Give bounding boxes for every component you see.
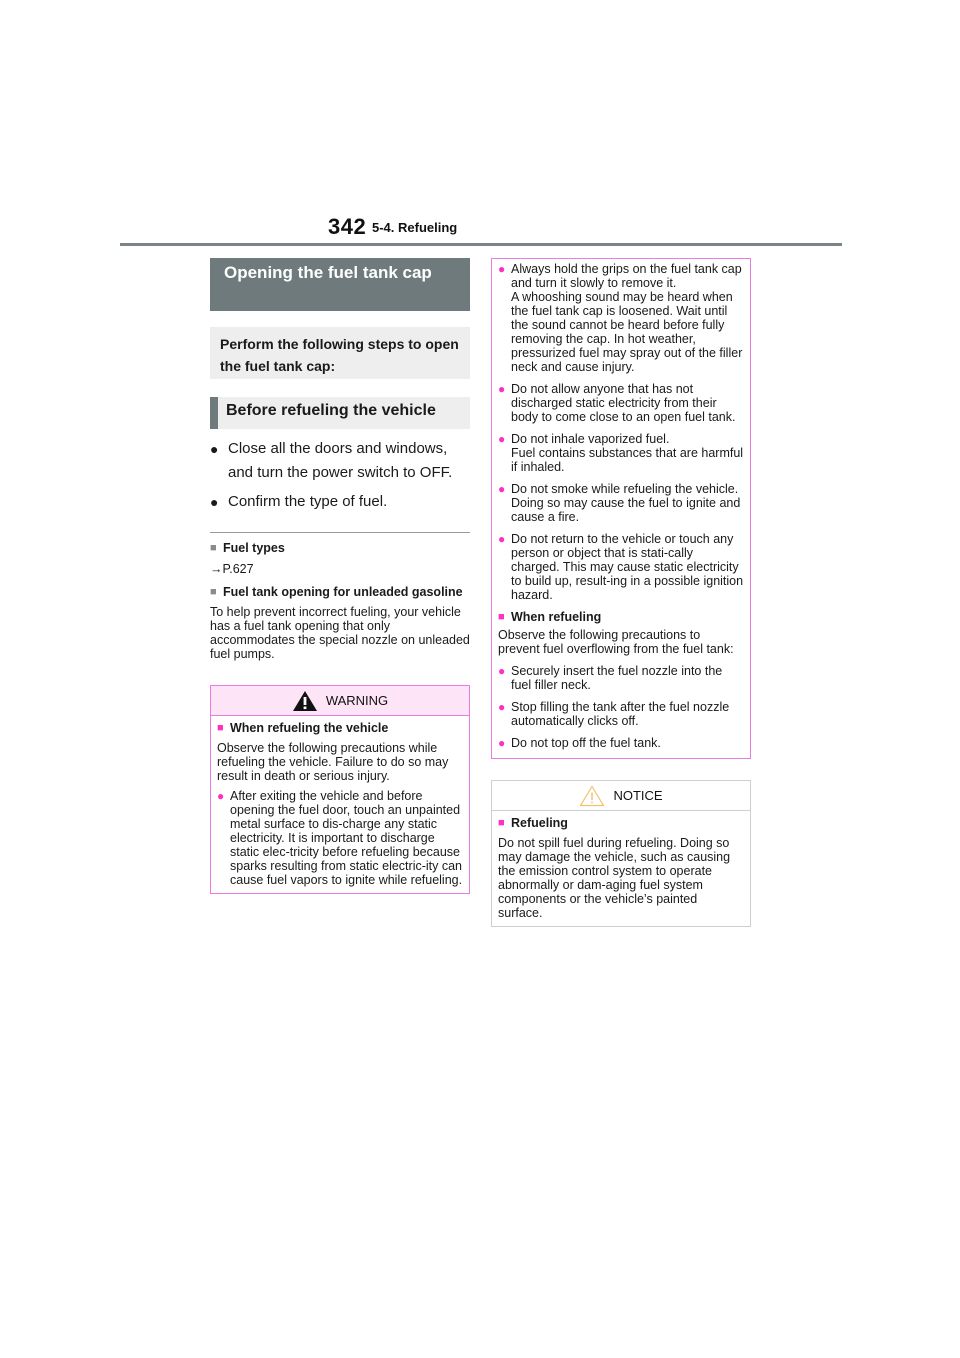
bullet-dot-icon: ● bbox=[498, 432, 506, 446]
square-bullet-icon: ■ bbox=[498, 817, 505, 829]
warning-label: WARNING bbox=[325, 693, 389, 708]
left-column bbox=[210, 258, 470, 894]
square-bullet-icon: ■ bbox=[210, 586, 217, 598]
fuel-types-reference[interactable]: →P.627 bbox=[210, 562, 254, 576]
notice-body bbox=[492, 811, 750, 926]
square-bullet-icon: ■ bbox=[217, 722, 224, 734]
caution-triangle-icon bbox=[579, 785, 605, 807]
refueling-item: ● Do not top off the fuel tank. bbox=[498, 736, 661, 750]
step-item bbox=[210, 437, 470, 485]
warning-item: ● After exiting the vehicle and before opening the fuel door, touch an unpainted metal surface to dis-charge any static electricity. It is important to discharge static elec-tricity before refueling because sparks resulting from static electric-ity can cause fuel vapors to ignite while refueling. bbox=[217, 789, 463, 887]
warning-subhead: ■ When refueling the vehicle bbox=[217, 721, 389, 735]
when-refueling-heading: ■ When refueling bbox=[498, 610, 602, 624]
fuel-types-heading: ■ Fuel types bbox=[210, 541, 285, 555]
section-label: 5-4. Refueling bbox=[372, 220, 458, 235]
bullet-dot-icon: ● bbox=[498, 700, 506, 714]
bullet-dot-icon: ● bbox=[217, 789, 225, 803]
notice-text: Do not spill fuel during refueling. Doing so may damage the vehicle, such as causing the emission control system to operate abnormally or dam-aging fuel system components or the vehicle’s painted surface. bbox=[498, 836, 731, 920]
divider bbox=[210, 532, 470, 533]
step-item bbox=[210, 490, 470, 514]
refueling-item: ● Stop filling the tank after the fuel nozzle automatically clicks off. bbox=[498, 700, 730, 728]
bullet-dot-icon: ● bbox=[498, 532, 506, 546]
bullet-dot-icon: ● bbox=[210, 494, 219, 510]
notice-label: NOTICE bbox=[613, 788, 663, 803]
warning-item: ● Do not return to the vehicle or touch any person or object that is stati-cally charged. This may cause static electricity to build up, result-ing in a possible ignition hazard. bbox=[498, 532, 744, 602]
warning-item: ● Do not allow anyone that has not discharged static electricity from their body to come close to an open fuel tank. bbox=[498, 382, 736, 424]
warning-body bbox=[211, 716, 469, 893]
bullet-dot-icon: ● bbox=[498, 482, 506, 496]
notice-box bbox=[491, 780, 751, 927]
header-rule bbox=[120, 243, 842, 246]
opening-heading: ■ Fuel tank opening for unleaded gasoline bbox=[210, 585, 463, 599]
bullet-dot-icon: ● bbox=[498, 262, 506, 276]
refueling-item: ● Securely insert the fuel nozzle into the fuel filler neck. bbox=[498, 664, 723, 692]
bullet-dot-icon: ● bbox=[498, 736, 506, 750]
step-list bbox=[210, 437, 470, 514]
notice-header bbox=[492, 781, 750, 811]
bullet-dot-icon: ● bbox=[498, 664, 506, 678]
right-column bbox=[491, 258, 751, 927]
subhead-before-refueling: Before refueling the vehicle bbox=[210, 397, 470, 429]
bullet-dot-icon: ● bbox=[498, 382, 506, 396]
page-number: 342 bbox=[328, 214, 367, 239]
warning-item: ● Do not inhale vaporized fuel. Fuel contains substances that are harmful if inhaled. bbox=[498, 432, 744, 474]
warning-intro: Observe the following precautions while refueling the vehicle. Failure to do so may result in death or serious injury. bbox=[217, 741, 449, 783]
warning-triangle-icon bbox=[292, 690, 318, 712]
warning-item: ● Do not smoke while refueling the vehicle. Doing so may cause the fuel to ignite and cause a fire. bbox=[498, 482, 741, 524]
section-title: Opening the fuel tank cap bbox=[210, 258, 470, 311]
warning-item: ● Always hold the grips on the fuel tank cap and turn it slowly to remove it. A whooshing sound may be heard when the fuel tank cap is loosened. Wait until the sound cannot be heard before fully removing the cap. In hot weather, pressurized fuel may spray out of the filler neck and cause injury. bbox=[498, 262, 743, 374]
warning-box bbox=[210, 685, 470, 894]
intro-box: Perform the following steps to open the fuel tank cap: bbox=[210, 327, 470, 379]
refueling-intro: Observe the following precautions to prevent fuel overflowing from the fuel tank: bbox=[498, 628, 734, 656]
warning-header bbox=[211, 686, 469, 716]
step-text: Close all the doors and windows, and turn the power switch to OFF. bbox=[228, 440, 453, 481]
square-bullet-icon: ■ bbox=[498, 611, 505, 623]
square-bullet-icon: ■ bbox=[210, 542, 217, 554]
warning-continued-box bbox=[491, 258, 751, 759]
opening-text: To help prevent incorrect fueling, your vehicle has a fuel tank opening that only accommodates the special nozzle on unleaded fuel pumps. bbox=[210, 605, 470, 661]
step-text: Confirm the type of fuel. bbox=[228, 493, 388, 510]
bullet-dot-icon: ● bbox=[210, 441, 219, 457]
notice-subhead: ■ Refueling bbox=[498, 816, 568, 830]
